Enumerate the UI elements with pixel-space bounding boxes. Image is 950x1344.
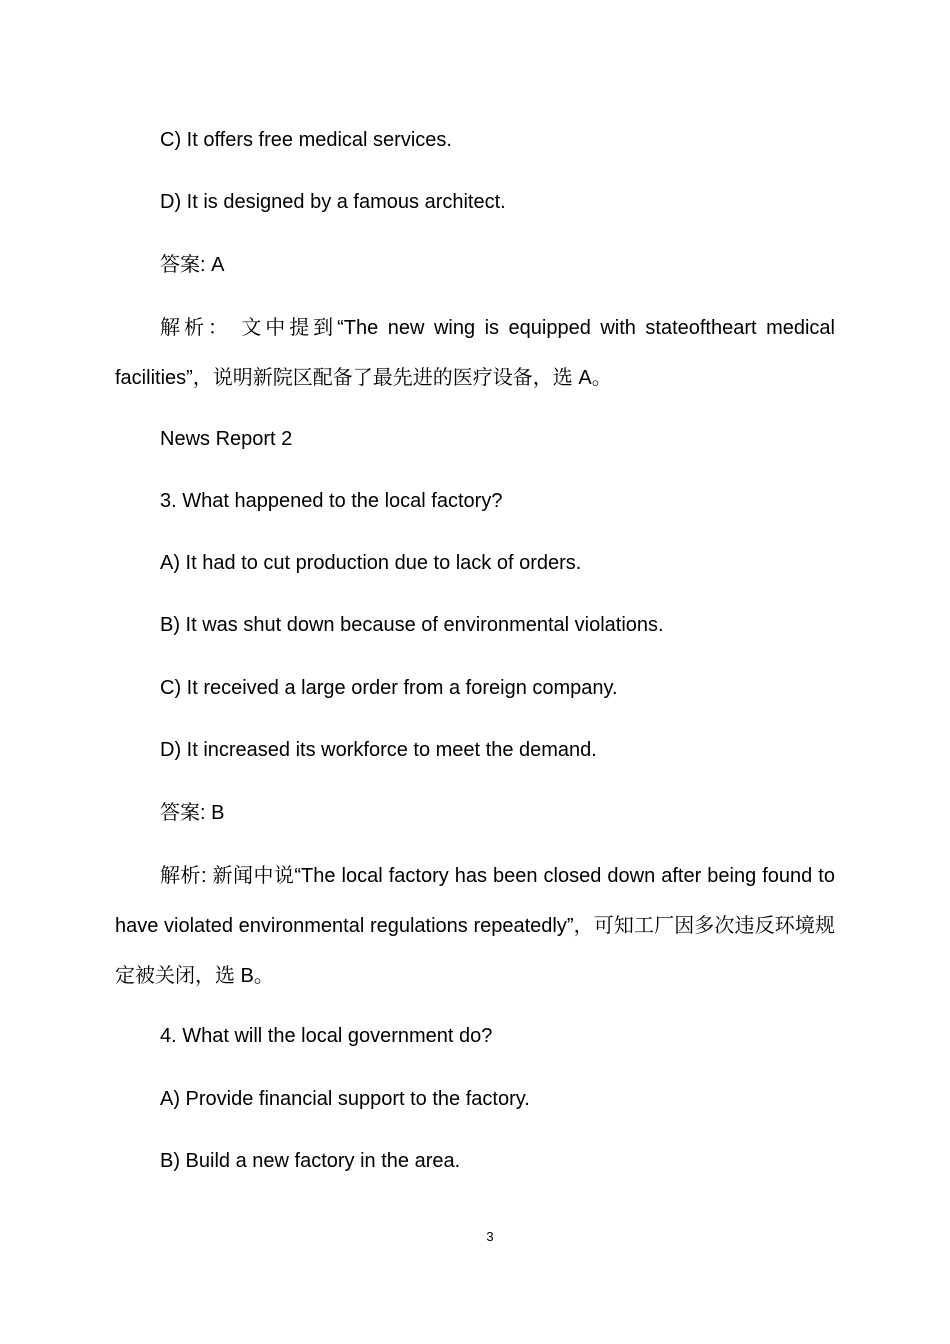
- q2-option-c: C) It offers free medical services.: [160, 129, 452, 151]
- q3-question: 3. What happened to the local factory?: [160, 490, 503, 512]
- q4-option-a: A) Provide financial support to the factory.: [160, 1088, 530, 1110]
- section-title: News Report 2: [160, 428, 293, 450]
- page-number: 3: [486, 1229, 494, 1244]
- q2-answer: 答案: A: [160, 254, 225, 276]
- q4-question: 4. What will the local government do?: [160, 1025, 493, 1047]
- q3-option-c: C) It received a large order from a foreign company.: [160, 677, 618, 699]
- q4-option-b: B) Build a new factory in the area.: [160, 1150, 461, 1172]
- q3-option-b: B) It was shut down because of environmental violations.: [160, 614, 664, 636]
- q2-explanation: 解析： 文中提到“The new wing is equipped with stateoftheart medical facilities”，说明新院区配备了最先进的医疗设备，选 A。: [115, 317, 835, 389]
- q3-option-d: D) It increased its workforce to meet the demand.: [160, 739, 597, 761]
- q3-option-a: A) It had to cut production due to lack of orders.: [160, 552, 582, 574]
- q3-answer: 答案: B: [160, 802, 225, 824]
- q3-explanation: 解析: 新闻中说“The local factory has been closed down after being found to have violated environmental regulations repeatedly”，可知工厂因多次违反环境规定被关闭，选 B。: [115, 865, 835, 987]
- q2-option-d: D) It is designed by a famous architect.: [160, 191, 506, 213]
